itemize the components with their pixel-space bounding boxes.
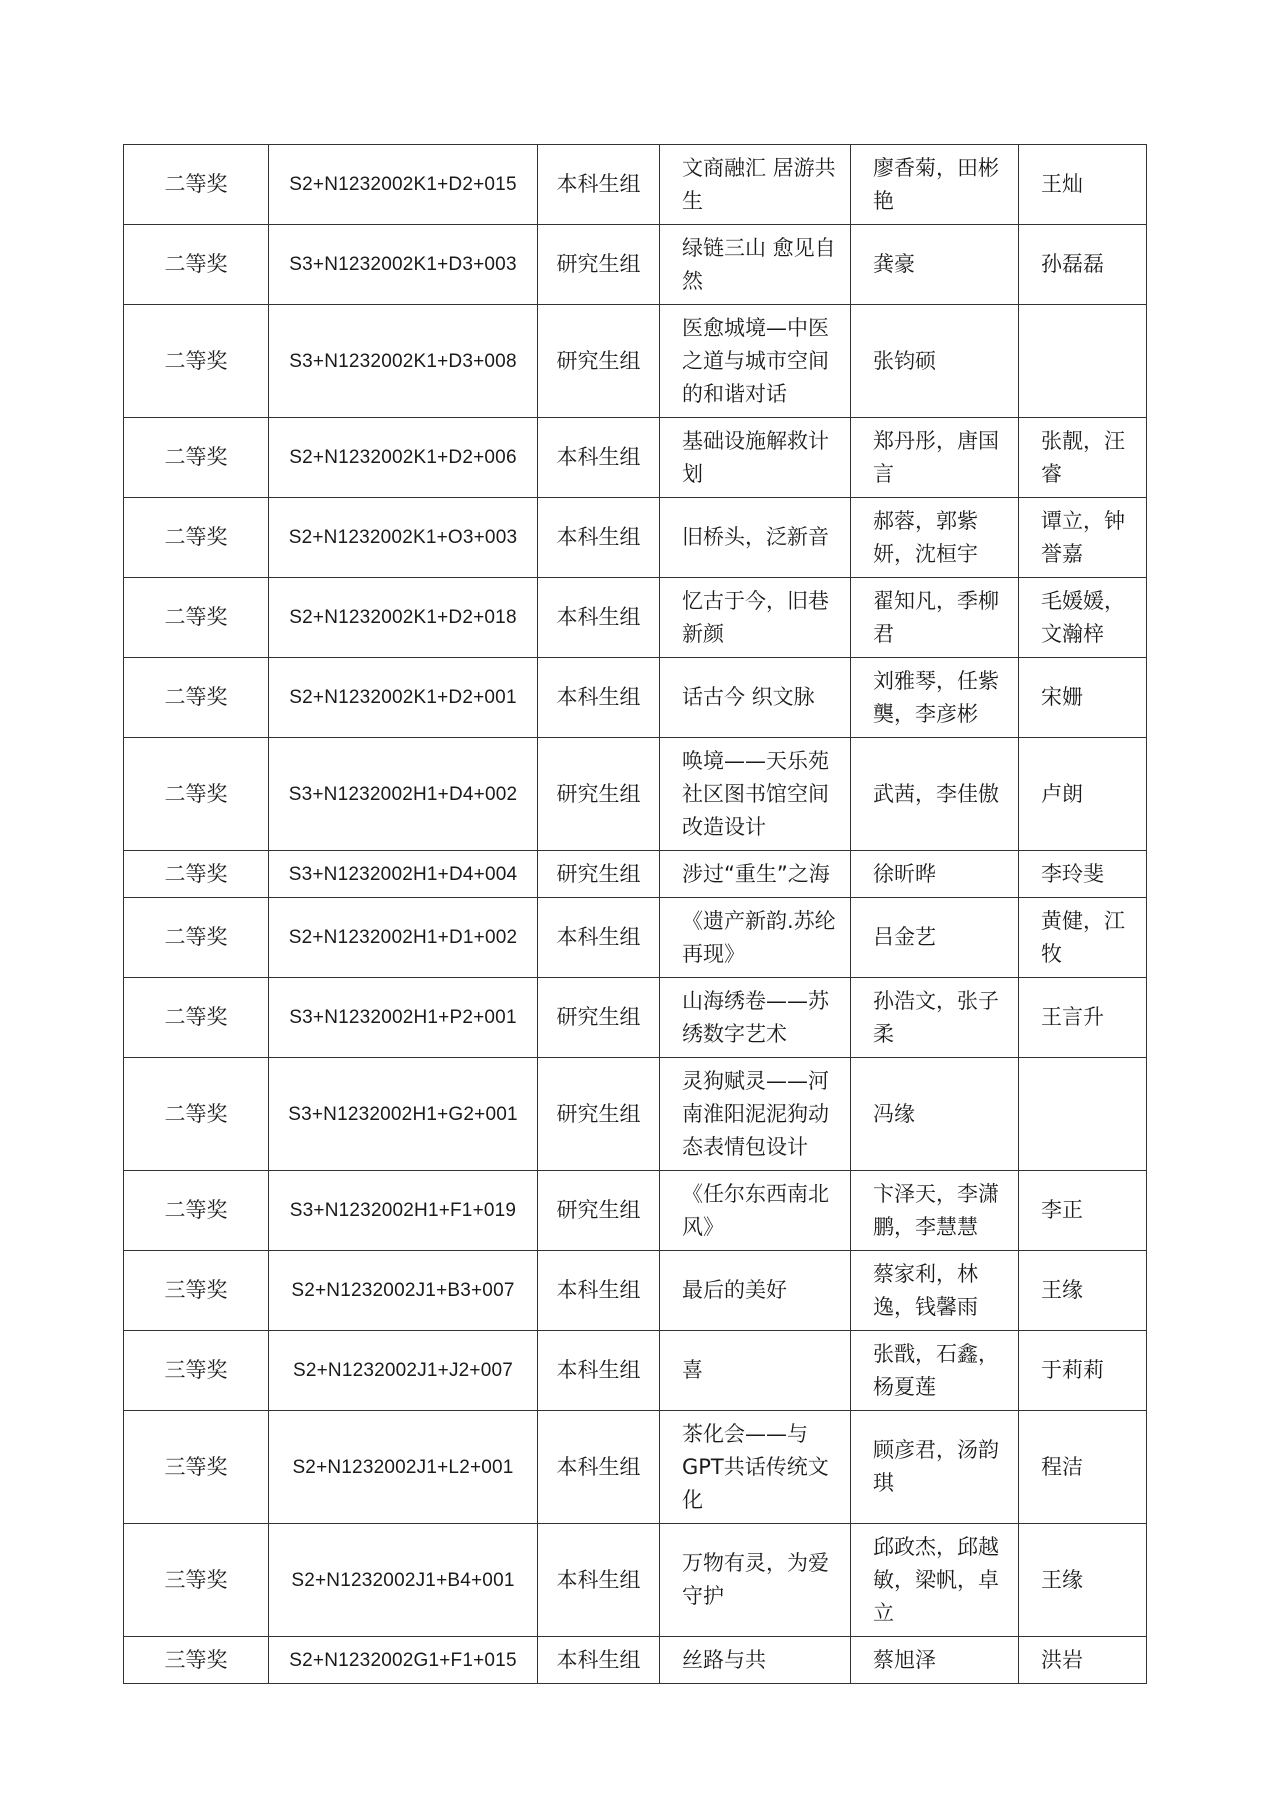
- authors-cell: 徐昕晔: [851, 851, 1019, 898]
- award-cell: 二等奖: [124, 898, 269, 978]
- award-cell: 二等奖: [124, 738, 269, 851]
- award-cell: 二等奖: [124, 978, 269, 1058]
- group-cell: 本科生组: [538, 1411, 660, 1524]
- group-cell: 研究生组: [538, 1058, 660, 1171]
- advisor-cell: 谭立，钟誉嘉: [1019, 498, 1147, 578]
- group-cell: 本科生组: [538, 1524, 660, 1637]
- work-title-cell: 唤境——天乐苑社区图书馆空间改造设计: [660, 738, 851, 851]
- advisor-cell: 王缘: [1019, 1524, 1147, 1637]
- entry-code-cell: S2+N1232002K1+D2+006: [269, 418, 538, 498]
- entry-code-cell: S2+N1232002J1+J2+007: [269, 1331, 538, 1411]
- advisor-cell: 毛媛媛，文瀚梓: [1019, 578, 1147, 658]
- work-title-cell: 旧桥头，泛新音: [660, 498, 851, 578]
- entry-code-cell: S2+N1232002G1+F1+015: [269, 1637, 538, 1684]
- award-cell: 二等奖: [124, 305, 269, 418]
- authors-cell: 龚豪: [851, 225, 1019, 305]
- authors-cell: 蔡旭泽: [851, 1637, 1019, 1684]
- table-row: [124, 1524, 1147, 1637]
- advisor-cell: 黄健，江牧: [1019, 898, 1147, 978]
- group-cell: 本科生组: [538, 1251, 660, 1331]
- award-cell: 二等奖: [124, 1058, 269, 1171]
- awards-table-body: [124, 145, 1147, 1684]
- advisor-cell: 于莉莉: [1019, 1331, 1147, 1411]
- group-cell: 本科生组: [538, 898, 660, 978]
- entry-code-cell: S2+N1232002K1+D2+001: [269, 658, 538, 738]
- award-cell: 三等奖: [124, 1637, 269, 1684]
- entry-code-cell: S3+N1232002H1+D4+002: [269, 738, 538, 851]
- entry-code-cell: S3+N1232002H1+G2+001: [269, 1058, 538, 1171]
- advisor-cell: 王灿: [1019, 145, 1147, 225]
- group-cell: 本科生组: [538, 498, 660, 578]
- advisor-cell: 王缘: [1019, 1251, 1147, 1331]
- authors-cell: 顾彦君，汤韵琪: [851, 1411, 1019, 1524]
- authors-cell: 廖香菊，田彬艳: [851, 145, 1019, 225]
- group-cell: 本科生组: [538, 578, 660, 658]
- award-cell: 三等奖: [124, 1524, 269, 1637]
- work-title-cell: 绿链三山 愈见自然: [660, 225, 851, 305]
- authors-cell: 刘雅琴，任紫龑，李彦彬: [851, 658, 1019, 738]
- table-row: [124, 498, 1147, 578]
- work-title-cell: 万物有灵，为爱守护: [660, 1524, 851, 1637]
- work-title-cell: 喜: [660, 1331, 851, 1411]
- award-cell: 二等奖: [124, 1171, 269, 1251]
- award-cell: 二等奖: [124, 851, 269, 898]
- table-row: [124, 658, 1147, 738]
- table-row: [124, 1331, 1147, 1411]
- entry-code-cell: S3+N1232002K1+D3+008: [269, 305, 538, 418]
- entry-code-cell: S3+N1232002K1+D3+003: [269, 225, 538, 305]
- award-cell: 二等奖: [124, 145, 269, 225]
- table-row: [124, 1411, 1147, 1524]
- award-cell: 二等奖: [124, 418, 269, 498]
- table-row: [124, 1171, 1147, 1251]
- entry-code-cell: S2+N1232002J1+L2+001: [269, 1411, 538, 1524]
- authors-cell: 邱政杰，邱越敏，梁帆，卓立: [851, 1524, 1019, 1637]
- advisor-cell: [1019, 305, 1147, 418]
- entry-code-cell: S3+N1232002H1+F1+019: [269, 1171, 538, 1251]
- authors-cell: 蔡家利，林逸，钱馨雨: [851, 1251, 1019, 1331]
- table-row: [124, 145, 1147, 225]
- table-row: [124, 898, 1147, 978]
- entry-code-cell: S2+N1232002J1+B4+001: [269, 1524, 538, 1637]
- authors-cell: 张钧硕: [851, 305, 1019, 418]
- entry-code-cell: S3+N1232002H1+P2+001: [269, 978, 538, 1058]
- table-row: [124, 978, 1147, 1058]
- entry-code-cell: S3+N1232002H1+D4+004: [269, 851, 538, 898]
- advisor-cell: 李玲斐: [1019, 851, 1147, 898]
- table-row: [124, 578, 1147, 658]
- table-row: [124, 1058, 1147, 1171]
- authors-cell: 郑丹彤，唐国言: [851, 418, 1019, 498]
- table-row: [124, 1251, 1147, 1331]
- group-cell: 研究生组: [538, 851, 660, 898]
- table-row: [124, 225, 1147, 305]
- advisor-cell: 王言升: [1019, 978, 1147, 1058]
- award-cell: 三等奖: [124, 1331, 269, 1411]
- authors-cell: 武茜，李佳傲: [851, 738, 1019, 851]
- advisor-cell: [1019, 1058, 1147, 1171]
- authors-cell: 冯缘: [851, 1058, 1019, 1171]
- authors-cell: 翟知凡，季柳君: [851, 578, 1019, 658]
- work-title-cell: 忆古于今，旧巷新颜: [660, 578, 851, 658]
- advisor-cell: 张靓，汪睿: [1019, 418, 1147, 498]
- award-cell: 二等奖: [124, 225, 269, 305]
- advisor-cell: 洪岩: [1019, 1637, 1147, 1684]
- entry-code-cell: S2+N1232002J1+B3+007: [269, 1251, 538, 1331]
- group-cell: 本科生组: [538, 1637, 660, 1684]
- award-cell: 二等奖: [124, 658, 269, 738]
- table-row: [124, 738, 1147, 851]
- work-title-cell: 山海绣卷——苏绣数字艺术: [660, 978, 851, 1058]
- entry-code-cell: S2+N1232002K1+O3+003: [269, 498, 538, 578]
- awards-table: [123, 144, 1147, 1684]
- work-title-cell: 文商融汇 居游共生: [660, 145, 851, 225]
- advisor-cell: 程洁: [1019, 1411, 1147, 1524]
- authors-cell: 孙浩文，张子柔: [851, 978, 1019, 1058]
- entry-code-cell: S2+N1232002K1+D2+018: [269, 578, 538, 658]
- entry-code-cell: S2+N1232002H1+D1+002: [269, 898, 538, 978]
- award-cell: 三等奖: [124, 1411, 269, 1524]
- group-cell: 研究生组: [538, 738, 660, 851]
- work-title-cell: 医愈城境—中医之道与城市空间的和谐对话: [660, 305, 851, 418]
- group-cell: 研究生组: [538, 305, 660, 418]
- award-cell: 二等奖: [124, 498, 269, 578]
- work-title-cell: 基础设施解救计划: [660, 418, 851, 498]
- group-cell: 本科生组: [538, 418, 660, 498]
- advisor-cell: 李正: [1019, 1171, 1147, 1251]
- advisor-cell: 宋姗: [1019, 658, 1147, 738]
- group-cell: 本科生组: [538, 658, 660, 738]
- authors-cell: 张戬，石鑫，杨夏莲: [851, 1331, 1019, 1411]
- award-cell: 三等奖: [124, 1251, 269, 1331]
- entry-code-cell: S2+N1232002K1+D2+015: [269, 145, 538, 225]
- advisor-cell: 卢朗: [1019, 738, 1147, 851]
- group-cell: 研究生组: [538, 978, 660, 1058]
- table-row: [124, 1637, 1147, 1684]
- group-cell: 研究生组: [538, 1171, 660, 1251]
- work-title-cell: 最后的美好: [660, 1251, 851, 1331]
- work-title-cell: 话古今 织文脉: [660, 658, 851, 738]
- work-title-cell: 茶化会——与GPT共话传统文化: [660, 1411, 851, 1524]
- advisor-cell: 孙磊磊: [1019, 225, 1147, 305]
- group-cell: 研究生组: [538, 225, 660, 305]
- table-row: [124, 305, 1147, 418]
- authors-cell: 吕金艺: [851, 898, 1019, 978]
- work-title-cell: 灵狗赋灵——河南淮阳泥泥狗动态表情包设计: [660, 1058, 851, 1171]
- work-title-cell: 涉过“重生”之海: [660, 851, 851, 898]
- award-cell: 二等奖: [124, 578, 269, 658]
- group-cell: 本科生组: [538, 145, 660, 225]
- table-row: [124, 851, 1147, 898]
- work-title-cell: 《任尔东西南北风》: [660, 1171, 851, 1251]
- table-row: [124, 418, 1147, 498]
- work-title-cell: 丝路与共: [660, 1637, 851, 1684]
- work-title-cell: 《遗产新韵.苏纶再现》: [660, 898, 851, 978]
- authors-cell: 卞泽天，李潇鹏，李慧慧: [851, 1171, 1019, 1251]
- authors-cell: 郝蓉，郭紫妍，沈桓宇: [851, 498, 1019, 578]
- group-cell: 本科生组: [538, 1331, 660, 1411]
